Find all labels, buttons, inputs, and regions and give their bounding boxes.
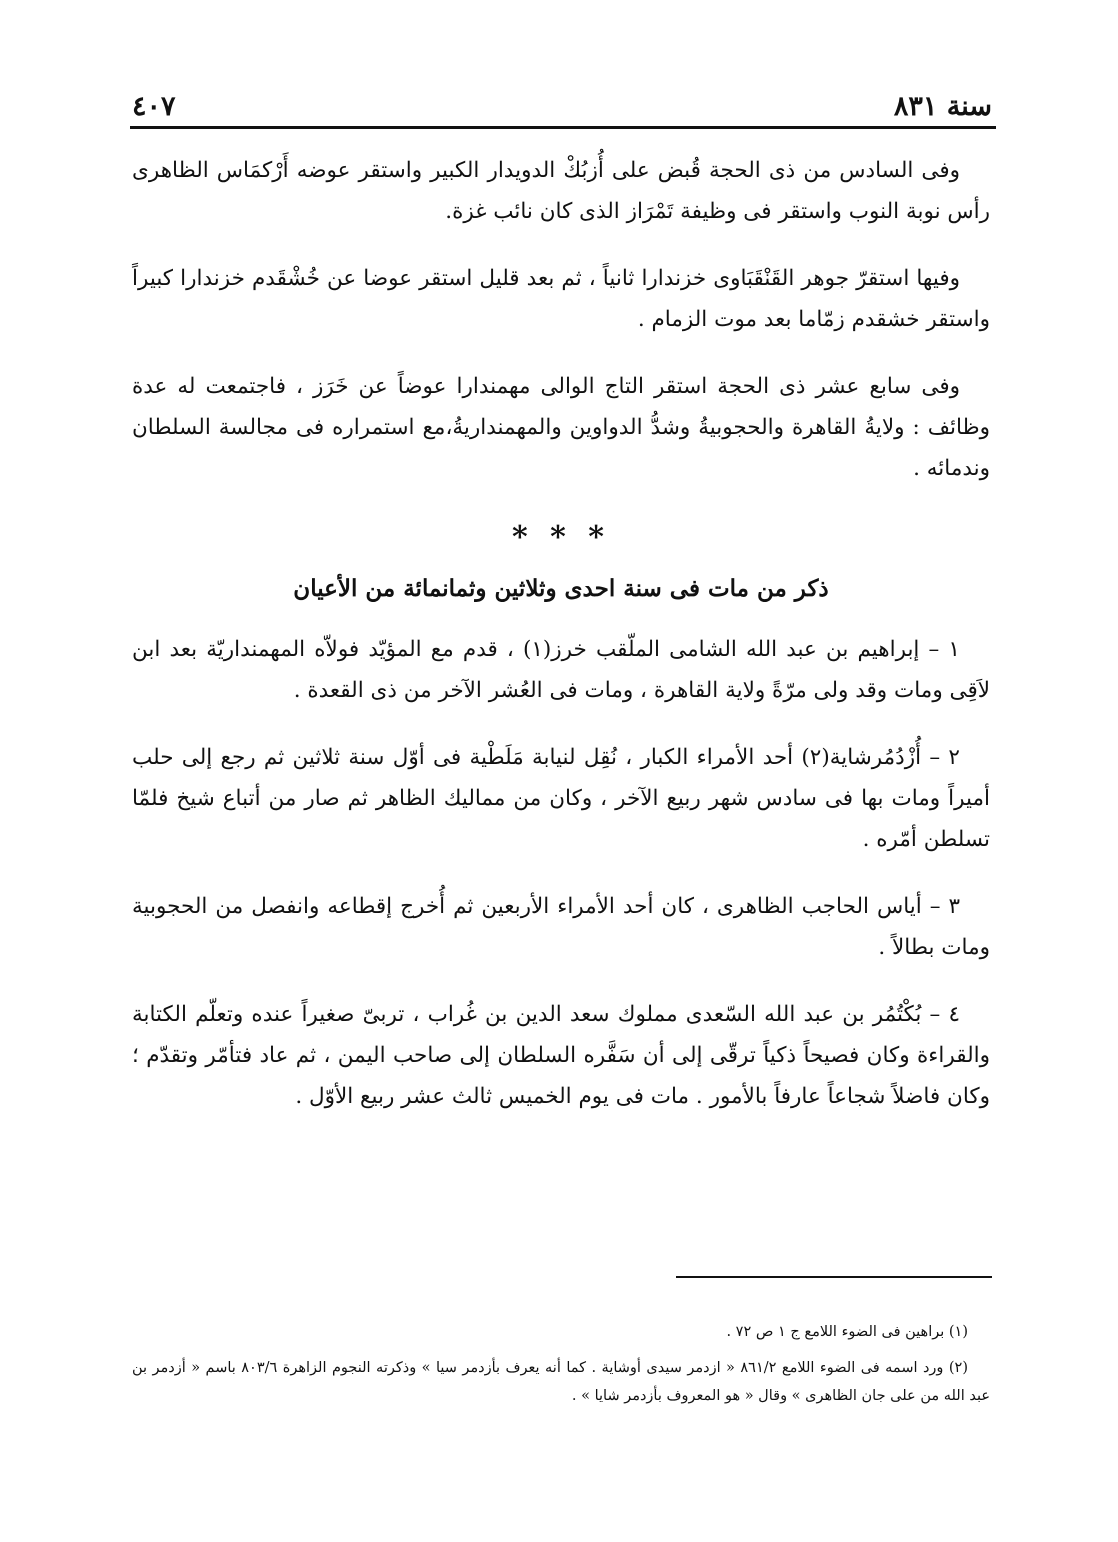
- running-header: [132, 78, 992, 122]
- footnote: (١) براهين فى الضوء اللامع ج ١ ص ٧٢ .: [726, 1324, 968, 1340]
- footnotes: [132, 1318, 990, 1418]
- obituary-entry: ٤ – بُكْتُمُر بن عبد الله السّعدى مملوك سعد الدين بن غُراب ، تربىّ صغيراً عنده وتعلّم الكتابة والقراءة وكان فصيحاً ذكياً ترقّى إلى أن سَفَّره السلطان إلى صاحب اليمن ، ثم عاد فتأمّر وتقدّم ؛ وكان فاضلاً شجاعاً عارفاً بالأمور . مات فى يوم الخميس ثالث عشر ربيع الأوّل .: [132, 1002, 990, 1109]
- section-heading: ذكر من مات فى سنة احدى وثلاثين وثمانمائة من الأعيان: [293, 575, 829, 602]
- running-header-year: سنة ٨٣١: [893, 91, 992, 122]
- paragraph: وفيها استقرّ جوهر القَنْقَبَاوى خزندارا ثانياً ، ثم بعد قليل استقر عوضا عن خُشْقَدم خزندارا كبيراً واستقر خشقدم زمّاما بعد موت الزمام .: [132, 266, 990, 332]
- footnote-rule: [676, 1276, 992, 1278]
- section-divider-asterisks: * * *: [512, 520, 610, 555]
- obituary-entry: ٣ – أياس الحاجب الظاهرى ، كان أحد الأمراء الأربعين ثم أُخرج إقطاعه وانفصل من الحجوبية ومات بطالاً .: [132, 894, 990, 960]
- obituary-entry: ٢ – أُزْدُمُرشاية(٢) أحد الأمراء الكبار ، نُقِل لنيابة مَلَطْية فى أوّل سنة ثلاثين ثم رجع إلى حلب أميراً ومات بها فى سادس شهر ربيع الآخر ، وكان من مماليك الظاهر ثم صار من أتباع شيخ فلمّا تسلطن أمّره .: [132, 745, 990, 852]
- footnote: (٢) ورد اسمه فى الضوء اللامع ٨٦١/٢ « ازدمر سيدى أوشاية . كما أنه يعرف بأزدمر سيا » وذكرته النجوم الزاهرة ٨٠٣/٦ باسم « أزدمر بن عبد الله من على جان الظاهرى » وقال « هو المعروف بأزدمر شايا » .: [132, 1360, 990, 1404]
- main-text: [132, 150, 990, 1143]
- paragraph: وفى السادس من ذى الحجة قُبض على أُزبُكْ الدويدار الكبير واستقر عوضه أَرْكمَاس الظاهرى رأس نوبة النوب واستقر فى وظيفة تَمْرَاز الذى كان نائب غزة.: [132, 158, 990, 224]
- header-rule: [130, 126, 996, 129]
- page-number: ٤٠٧: [132, 91, 176, 122]
- paragraph: وفى سابع عشر ذى الحجة استقر التاج الوالى مهمندارا عوضاً عن خَرَز ، فاجتمعت له عدة وظائف : ولايةُ القاهرة والحجوبيةُ وشدُّ الدواوين والمهمنداريةُ،مع استمراره فى مجالسة السلطان وندمائه .: [132, 374, 990, 481]
- obituary-entry: ١ – إبراهيم بن عبد الله الشامى الملّقب خرز(١) ، قدم مع المؤيّد فولاّه المهمنداريّة بعد ابن لاَقِى ومات وقد ولى مرّةً ولاية القاهرة ، ومات فى العُشر الآخر من ذى القعدة .: [132, 637, 990, 703]
